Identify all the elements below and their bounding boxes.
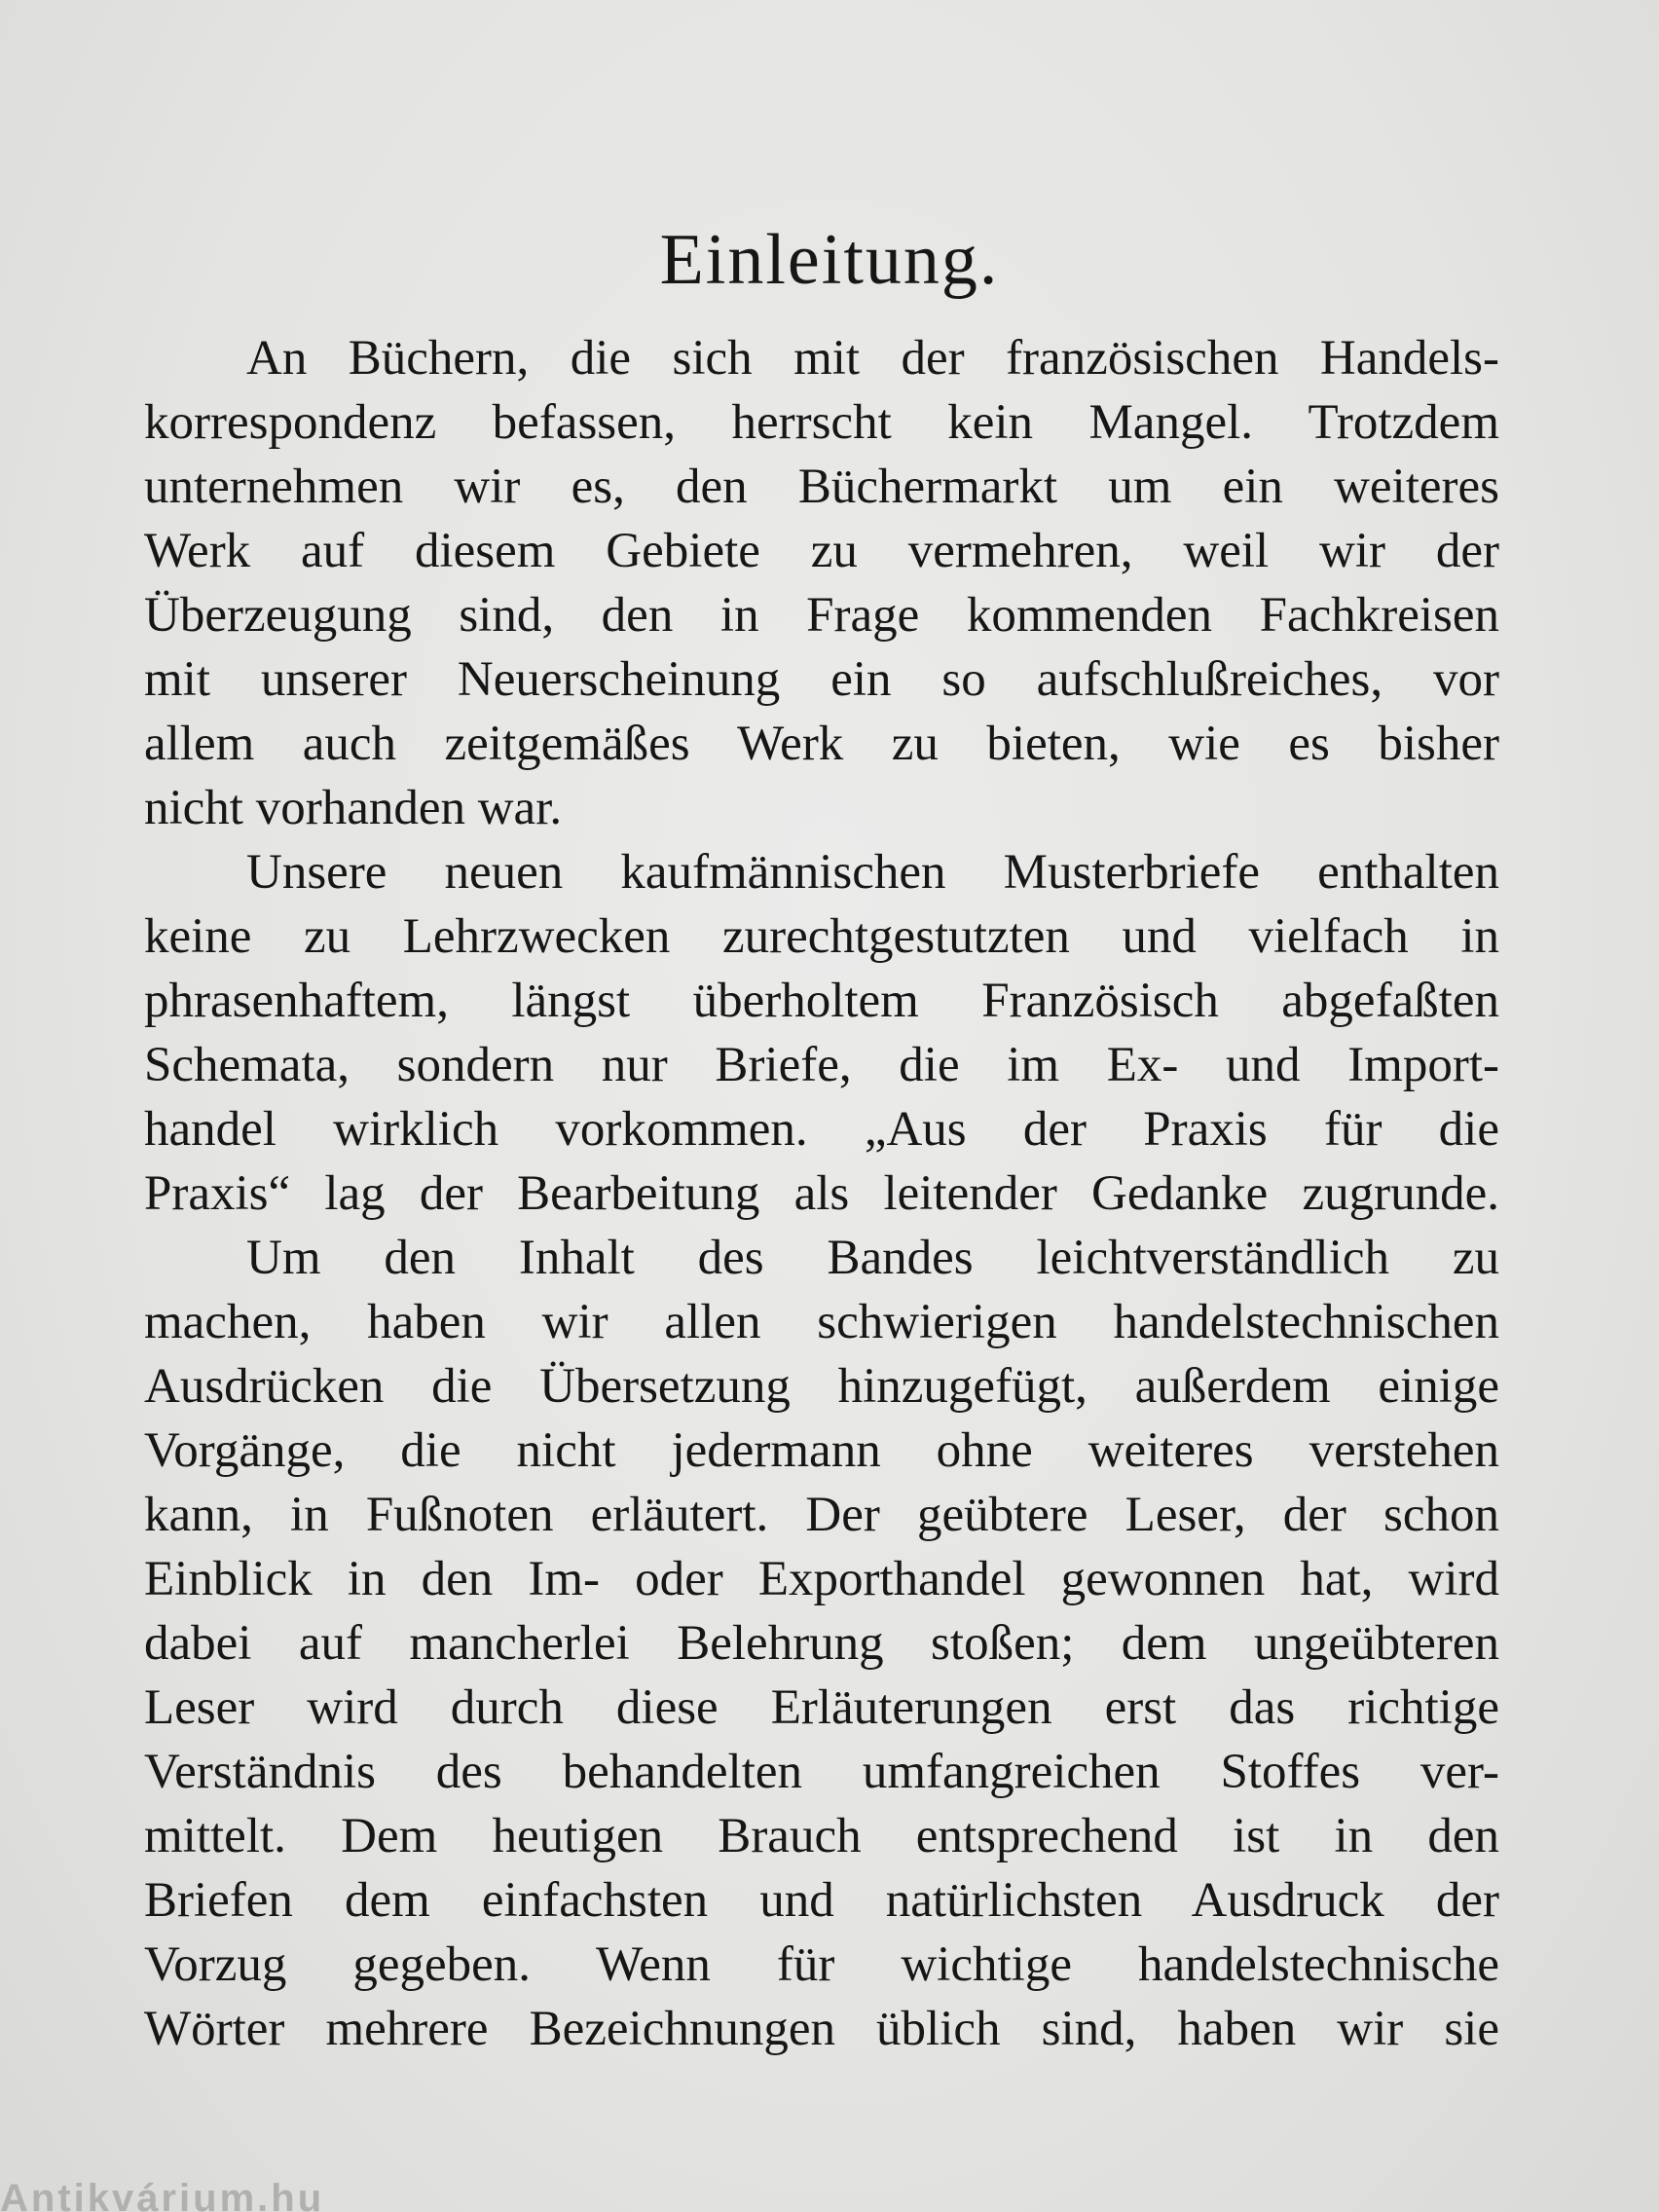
text-line: Wörter mehrere Bezeichnungen üblich sind, haben wir sie [144,2002,1499,2056]
watermark: Antikvárium.hu [0,2179,325,2212]
text-line: Werk auf diesem Gebiete zu vermehren, weil wir der [144,524,1499,578]
text-line: Einblick in den Im- oder Exporthandel gewonnen hat, wird [144,1552,1499,1606]
text-line: unternehmen wir es, den Büchermarkt um ein weiteres [144,460,1499,514]
text-line: Vorzug gegeben. Wenn für wichtige handelstechnische [144,1937,1499,1992]
text-line: Briefen dem einfachsten und natürlichsten Ausdruck der [144,1873,1499,1928]
page-title: Einleitung. [659,220,1000,300]
text-line: An Büchern, die sich mit der französischen Handels- [246,331,1499,386]
text-line: Praxis“ lag der Bearbeitung als leitender Gedanke zugrunde. [144,1166,1499,1221]
text-line: mit unserer Neuerscheinung ein so aufschlußreiches, vor [144,652,1499,707]
text-line: handel wirklich vorkommen. „Aus der Praxis für die [144,1102,1499,1157]
text-line: phrasenhaftem, längst überholtem Französisch abgefaßten [144,974,1499,1028]
text-line: kann, in Fußnoten erläutert. Der geübtere Leser, der schon [144,1488,1499,1542]
text-line: Unsere neuen kaufmännischen Musterbriefe enthalten [246,845,1499,900]
text-line: Vorgänge, die nicht jedermann ohne weiteres verstehen [144,1423,1499,1478]
text-line: Verständnis des behandelten umfangreichen Stoffes ver- [144,1745,1499,1799]
text-line: dabei auf mancherlei Belehrung stoßen; dem ungeübteren [144,1616,1499,1671]
text-line: allem auch zeitgemäßes Werk zu bieten, wie es bisher [144,717,1499,771]
text-line: nicht vorhanden war. [144,781,563,835]
text-line: Leser wird durch diese Erläuterungen erst das richtige [144,1680,1499,1735]
text-line: Um den Inhalt des Bandes leichtverständlich zu [246,1231,1499,1285]
text-line: machen, haben wir allen schwierigen handelstechnischen [144,1295,1499,1349]
text-line: mittelt. Dem heutigen Brauch entsprechend ist in den [144,1809,1499,1863]
text-line: Ausdrücken die Übersetzung hinzugefügt, außerdem einige [144,1359,1499,1414]
text-line: Schemata, sondern nur Briefe, die im Ex- und Import- [144,1038,1499,1092]
text-line: keine zu Lehrzwecken zurechtgestutzten und vielfach in [144,909,1499,964]
text-line: Überzeugung sind, den in Frage kommenden Fachkreisen [144,588,1499,643]
text-line: korrespondenz befassen, herrscht kein Mangel. Trotzdem [144,395,1499,450]
